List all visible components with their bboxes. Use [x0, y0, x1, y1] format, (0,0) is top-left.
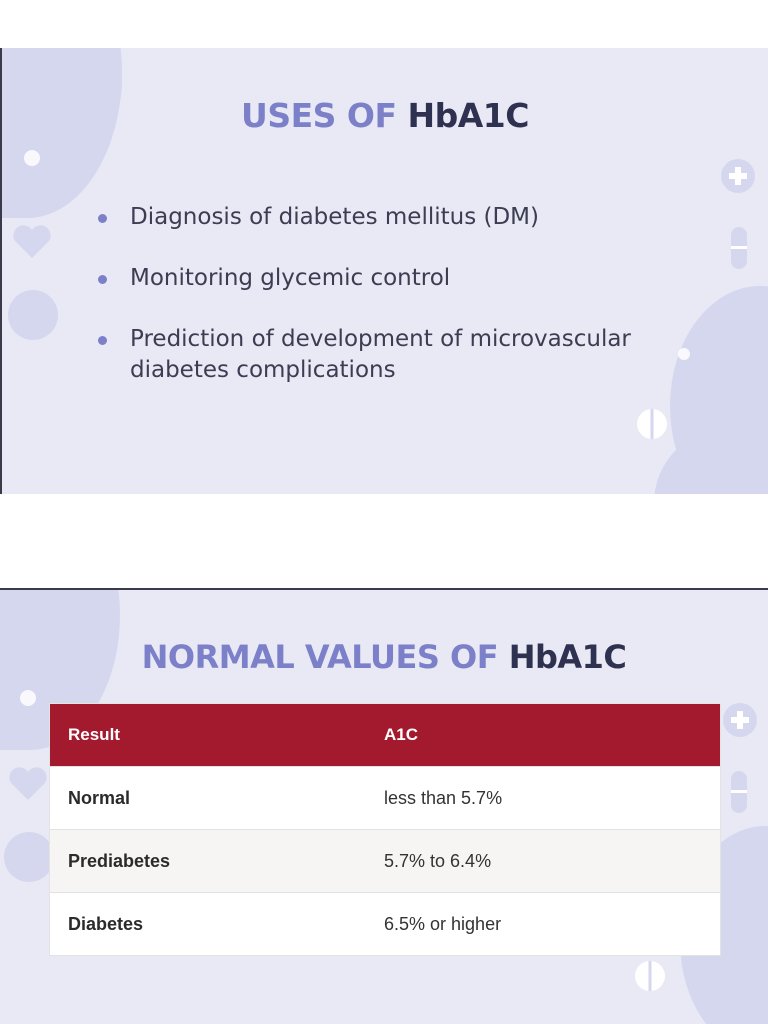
slide-normal-values-of-hba1c — [0, 588, 768, 1024]
table-cell-a1c: less than 5.7% — [366, 767, 720, 830]
list-item: Prediction of development of microvascular diabetes complications — [98, 324, 658, 386]
decor-blob — [654, 428, 768, 494]
title-text-accent: NORMAL VALUES OF — [141, 638, 499, 676]
heart-icon — [12, 224, 52, 260]
medical-cross-icon — [722, 702, 758, 738]
uses-list — [98, 202, 658, 416]
table-row — [50, 893, 720, 956]
column-header-result: Result — [50, 704, 366, 767]
medical-cross-icon — [720, 158, 756, 194]
table-row — [50, 830, 720, 893]
list-item: Monitoring glycemic control — [98, 263, 658, 294]
decor-dot — [678, 348, 690, 360]
page-title — [2, 96, 768, 135]
hba1c-values-table — [50, 704, 720, 955]
page-title — [0, 638, 768, 676]
title-text-accent: USES OF — [241, 96, 397, 135]
table-cell-result: Diabetes — [50, 893, 366, 956]
table-header-row — [50, 704, 720, 767]
table-cell-result: Normal — [50, 767, 366, 830]
table-cell-result: Prediabetes — [50, 830, 366, 893]
heart-icon — [8, 766, 48, 802]
table-cell-a1c: 5.7% to 6.4% — [366, 830, 720, 893]
slide-uses-of-hba1c — [0, 48, 768, 494]
table-cell-a1c: 6.5% or higher — [366, 893, 720, 956]
pill-icon — [634, 960, 666, 992]
decor-circle — [8, 290, 58, 340]
table-row — [50, 767, 720, 830]
title-text-dark: HbA1C — [407, 96, 529, 135]
decor-dot — [20, 690, 36, 706]
decor-circle — [4, 832, 54, 882]
list-item: Diagnosis of diabetes mellitus (DM) — [98, 202, 658, 233]
title-text-dark: HbA1C — [508, 638, 627, 676]
column-header-a1c: A1C — [366, 704, 720, 767]
capsule-icon — [730, 226, 748, 270]
decor-dot — [24, 150, 40, 166]
capsule-icon — [730, 770, 748, 814]
